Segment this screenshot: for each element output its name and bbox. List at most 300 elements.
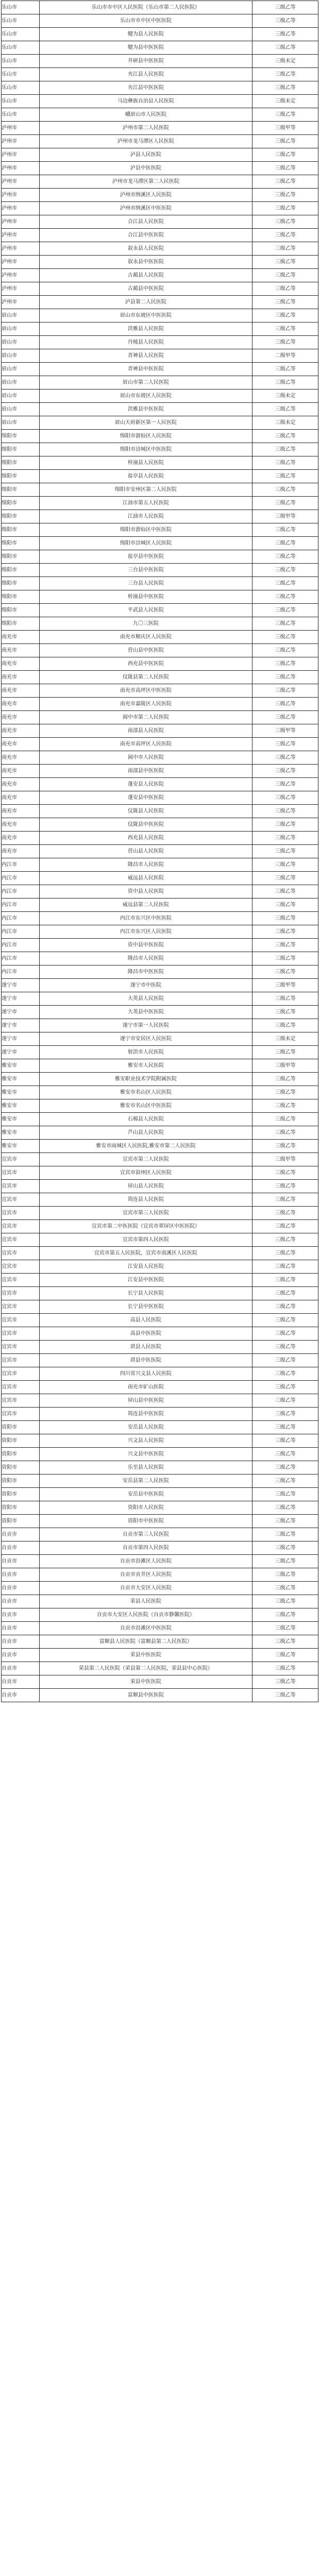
city-cell: 宜宾市	[2, 1367, 40, 1381]
city-cell: 南充市	[2, 751, 40, 765]
city-cell: 绵阳市	[2, 590, 40, 604]
level-cell: 三级乙等	[252, 617, 318, 631]
city-cell: 内江市	[2, 965, 40, 979]
hospital-name-cell: 兴文县中医医院	[39, 1448, 252, 1461]
level-cell: 三级乙等	[252, 443, 318, 456]
city-cell: 内江市	[2, 925, 40, 939]
hospital-name-cell: 安岳县第二人民医院	[39, 1475, 252, 1488]
city-cell: 南充市	[2, 791, 40, 805]
table-row	[2, 470, 318, 483]
hospital-name-cell: 九〇三医院	[39, 617, 252, 631]
table-row	[2, 523, 318, 537]
table-row	[2, 564, 318, 577]
city-cell: 内江市	[2, 885, 40, 899]
table-row	[2, 14, 318, 28]
city-cell: 泸州市	[2, 122, 40, 135]
level-cell: 三级乙等	[252, 256, 318, 269]
level-cell: 三级乙等	[252, 939, 318, 952]
city-cell: 遂宁市	[2, 1019, 40, 1032]
hospital-name-cell: 泸州市龙马潭区第二人民医院	[39, 175, 252, 189]
city-cell: 南充市	[2, 698, 40, 711]
city-cell: 资阳市	[2, 1501, 40, 1515]
level-cell: 三级乙等	[252, 1582, 318, 1595]
hospital-name-cell: 营山县中医医院	[39, 644, 252, 657]
city-cell: 宜宾市	[2, 1381, 40, 1394]
table-row	[2, 858, 318, 872]
table-row	[2, 1408, 318, 1421]
city-cell: 南充市	[2, 832, 40, 845]
level-cell: 三级乙等	[252, 631, 318, 644]
level-cell: 三级乙等	[252, 1528, 318, 1541]
table-row	[2, 805, 318, 818]
city-cell: 宜宾市	[2, 1220, 40, 1233]
hospital-name-cell: 自贡市大安区人民医院	[39, 1582, 252, 1595]
city-cell: 资阳市	[2, 1421, 40, 1434]
city-cell: 遂宁市	[2, 1046, 40, 1059]
city-cell: 绵阳市	[2, 456, 40, 470]
level-cell: 三级乙等	[252, 644, 318, 657]
table-row	[2, 1475, 318, 1488]
city-cell: 宜宾市	[2, 1233, 40, 1247]
level-cell: 三级乙等	[252, 992, 318, 1006]
table-row	[2, 41, 318, 55]
city-cell: 雅安市	[2, 1099, 40, 1113]
city-cell: 泸州市	[2, 269, 40, 282]
city-cell: 宜宾市	[2, 1193, 40, 1207]
hospital-name-cell: 古蔺县中医医院	[39, 282, 252, 296]
hospital-name-cell: 洪雅县中医医院	[39, 403, 252, 416]
hospital-name-cell: 马边彝族自治县人民医院	[39, 95, 252, 108]
table-row	[2, 1180, 318, 1193]
level-cell: 三级乙等	[252, 1595, 318, 1608]
level-cell: 二级甲等	[252, 349, 318, 363]
hospital-name-cell: 绵阳市涪城区中医医院	[39, 443, 252, 456]
hospital-name-cell: 筠连县人民医院	[39, 1193, 252, 1207]
level-cell: 三级乙等	[252, 1394, 318, 1408]
city-cell: 自贡市	[2, 1595, 40, 1608]
table-row	[2, 791, 318, 805]
level-cell: 三级乙等	[252, 818, 318, 832]
city-cell: 资阳市	[2, 1488, 40, 1501]
hospital-name-cell: 安岳县人民医院	[39, 1421, 252, 1434]
city-cell: 资阳市	[2, 1434, 40, 1448]
city-cell: 眉山市	[2, 416, 40, 430]
city-cell: 眉山市	[2, 363, 40, 376]
city-cell: 宜宾市	[2, 1207, 40, 1220]
hospital-name-cell: 洪雅县人民医院	[39, 323, 252, 336]
hospital-name-cell: 芦山县人民医院	[39, 1126, 252, 1140]
hospital-name-cell: 荣县人民医院	[39, 1595, 252, 1608]
level-cell: 三级乙等	[252, 1180, 318, 1193]
hospital-name-cell: 自贡市贡井区人民医院	[39, 1568, 252, 1582]
hospital-name-cell: 蓬安县中医医院	[39, 791, 252, 805]
city-cell: 乐山市	[2, 81, 40, 95]
hospital-name-cell: 夹江县人民医院	[39, 68, 252, 81]
level-cell: 三级乙等	[252, 323, 318, 336]
city-cell: 雅安市	[2, 1073, 40, 1086]
table-row	[2, 1006, 318, 1019]
hospital-name-cell: 营山县人民医院	[39, 845, 252, 858]
city-cell: 资阳市	[2, 1448, 40, 1461]
city-cell: 乐山市	[2, 55, 40, 68]
hospital-name-cell: 遂宁市安居区人民医院	[39, 1032, 252, 1046]
level-cell: 三级乙等	[252, 604, 318, 617]
level-cell: 三级甲等	[252, 1059, 318, 1073]
table-row	[2, 1233, 318, 1247]
city-cell: 资阳市	[2, 1461, 40, 1475]
hospital-name-cell: 眉山市东坡区中医医院	[39, 309, 252, 323]
city-cell: 眉山市	[2, 309, 40, 323]
level-cell: 三级乙等	[252, 1, 318, 14]
hospital-name-cell: 长宁县中医医院	[39, 1300, 252, 1314]
hospital-name-cell: 梓潼县中医医院	[39, 590, 252, 604]
table-row	[2, 952, 318, 965]
table-row	[2, 1059, 318, 1073]
city-cell: 绵阳市	[2, 443, 40, 456]
table-row	[2, 135, 318, 148]
level-cell: 三级乙等	[252, 1515, 318, 1528]
hospital-name-cell: 盐亭县人民医院	[39, 470, 252, 483]
level-cell: 三级乙等	[252, 657, 318, 671]
level-cell: 三级乙等	[252, 215, 318, 229]
city-cell: 眉山市	[2, 389, 40, 403]
hospital-name-cell: 雅安市人民医院	[39, 1059, 252, 1073]
table-row	[2, 229, 318, 242]
hospital-name-cell: 江油市人民医院	[39, 510, 252, 523]
city-cell: 泸州市	[2, 229, 40, 242]
level-cell: 三级乙等	[252, 363, 318, 376]
city-cell: 内江市	[2, 858, 40, 872]
hospital-name-cell: 井研县中医医院	[39, 55, 252, 68]
level-cell: 三级乙等	[252, 1274, 318, 1287]
city-cell: 自贡市	[2, 1608, 40, 1622]
level-cell: 三级乙等	[252, 1662, 318, 1675]
level-cell: 三级乙等	[252, 175, 318, 189]
table-row	[2, 590, 318, 604]
level-cell: 三级乙等	[252, 550, 318, 564]
city-cell: 内江市	[2, 872, 40, 885]
hospital-name-cell: 资阳市中医医院	[39, 1515, 252, 1528]
table-row	[2, 81, 318, 95]
table-row	[2, 604, 318, 617]
city-cell: 资阳市	[2, 1475, 40, 1488]
hospital-name-cell: 威远县第二人民医院	[39, 899, 252, 912]
level-cell: 三级乙等	[252, 1073, 318, 1086]
table-row	[2, 778, 318, 791]
table-row	[2, 1595, 318, 1608]
hospital-name-cell: 资中县人民医院	[39, 885, 252, 899]
city-cell: 乐山市	[2, 28, 40, 41]
city-cell: 绵阳市	[2, 617, 40, 631]
hospital-name-cell: 江安县中医医院	[39, 1274, 252, 1287]
level-cell: 三级乙等	[252, 1367, 318, 1381]
city-cell: 泸州市	[2, 202, 40, 215]
city-cell: 泸州市	[2, 162, 40, 175]
city-cell: 宜宾市	[2, 1274, 40, 1287]
level-cell: 三级乙等	[252, 162, 318, 175]
hospital-name-cell: 盐亭县中医医院	[39, 550, 252, 564]
hospital-name-cell: 眉山市第二人民医院	[39, 376, 252, 389]
table-row	[2, 751, 318, 765]
hospital-name-cell: 荣县中医医院	[39, 1649, 252, 1662]
city-cell: 眉山市	[2, 403, 40, 416]
hospital-name-cell: 自贡市沿滩区人民医院	[39, 1555, 252, 1568]
level-cell: 三级乙等	[252, 1019, 318, 1032]
table-row	[2, 1488, 318, 1501]
level-cell: 三级乙等	[252, 1501, 318, 1515]
table-row	[2, 1126, 318, 1140]
level-cell: 三级乙等	[252, 765, 318, 778]
table-row	[2, 510, 318, 523]
hospital-name-cell: 合江县中医医院	[39, 229, 252, 242]
city-cell: 自贡市	[2, 1635, 40, 1649]
city-cell: 南充市	[2, 738, 40, 751]
hospital-name-cell: 高县人民医院	[39, 1314, 252, 1327]
hospital-name-cell: 富顺县中医医院	[39, 1689, 252, 1702]
table-row	[2, 1394, 318, 1408]
city-cell: 南充市	[2, 778, 40, 791]
city-cell: 乐山市	[2, 108, 40, 122]
level-cell: 三级乙等	[252, 1675, 318, 1689]
hospital-name-cell: 泸州市第二人民医院	[39, 122, 252, 135]
level-cell: 三级乙等	[252, 1140, 318, 1153]
table-row	[2, 1046, 318, 1059]
level-cell: 三级未定	[252, 416, 318, 430]
hospital-name-cell: 绵阳市游仙区中医医院	[39, 523, 252, 537]
hospital-name-cell: 泸州市龙马潭区人民医院	[39, 135, 252, 148]
city-cell: 内江市	[2, 952, 40, 965]
table-row	[2, 309, 318, 323]
level-cell: 三级乙等	[252, 1113, 318, 1126]
table-row	[2, 1675, 318, 1689]
table-row	[2, 644, 318, 657]
level-cell: 三级乙等	[252, 1193, 318, 1207]
table-row	[2, 885, 318, 899]
hospital-name-cell: 绵阳市安州区第二人民医院	[39, 483, 252, 497]
table-row	[2, 1193, 318, 1207]
hospital-name-cell: 宜宾市第四人民医院	[39, 1233, 252, 1247]
city-cell: 绵阳市	[2, 510, 40, 523]
table-row	[2, 979, 318, 992]
hospital-name-cell: 峨眉山市人民医院	[39, 108, 252, 122]
city-cell: 绵阳市	[2, 523, 40, 537]
level-cell: 三级乙等	[252, 684, 318, 698]
city-cell: 乐山市	[2, 95, 40, 108]
table-row	[2, 497, 318, 510]
table-row	[2, 456, 318, 470]
level-cell: 三级乙等	[252, 470, 318, 483]
level-cell: 三级乙等	[252, 698, 318, 711]
table-row	[2, 403, 318, 416]
hospital-name-cell: 隆昌市人民医院	[39, 858, 252, 872]
table-row	[2, 256, 318, 269]
level-cell: 三级乙等	[252, 671, 318, 684]
hospital-name-cell: 丹棱县人民医院	[39, 336, 252, 349]
table-row	[2, 1582, 318, 1595]
hospital-name-cell: 南部县人民医院	[39, 724, 252, 738]
table-row	[2, 189, 318, 202]
hospital-name-cell: 资阳市人民医院	[39, 1501, 252, 1515]
level-cell: 三级乙等	[252, 1568, 318, 1582]
hospital-name-cell: 梓潼县人民医院	[39, 456, 252, 470]
table-row	[2, 95, 318, 108]
hospital-name-cell: 宜宾市第三人民医院	[39, 1207, 252, 1220]
table-row	[2, 1448, 318, 1461]
level-cell: 三级乙等	[252, 832, 318, 845]
city-cell: 遂宁市	[2, 992, 40, 1006]
city-cell: 自贡市	[2, 1541, 40, 1555]
hospital-name-cell: 叙永县中医医院	[39, 256, 252, 269]
hospital-name-cell: 雅安职业技术学院附属医院	[39, 1073, 252, 1086]
hospital-name-cell: 泸县第二人民医院	[39, 296, 252, 309]
level-cell: 三级乙等	[252, 1341, 318, 1354]
level-cell: 三级乙等	[252, 41, 318, 55]
city-cell: 内江市	[2, 939, 40, 952]
table-row	[2, 1, 318, 14]
table-row	[2, 818, 318, 832]
table-row	[2, 724, 318, 738]
city-cell: 雅安市	[2, 1059, 40, 1073]
city-cell: 绵阳市	[2, 470, 40, 483]
city-cell: 宜宾市	[2, 1166, 40, 1180]
hospital-name-cell: 古蔺县人民医院	[39, 269, 252, 282]
level-cell: 三级乙等	[252, 135, 318, 148]
city-cell: 宜宾市	[2, 1300, 40, 1314]
level-cell: 三级乙等	[252, 497, 318, 510]
table-row	[2, 1341, 318, 1354]
level-cell: 三级未定	[252, 1032, 318, 1046]
level-cell: 三级甲等	[252, 510, 318, 523]
table-row	[2, 925, 318, 939]
city-cell: 泸州市	[2, 189, 40, 202]
level-cell: 三级乙等	[252, 1233, 318, 1247]
city-cell: 绵阳市	[2, 577, 40, 590]
table-row	[2, 269, 318, 282]
table-row	[2, 1140, 318, 1153]
table-body	[2, 1, 318, 1702]
table-row	[2, 1541, 318, 1555]
table-row	[2, 215, 318, 229]
hospital-name-cell: 阆中市人民医院	[39, 751, 252, 765]
hospital-name-cell: 屏山县中医医院	[39, 1394, 252, 1408]
hospital-name-cell: 南部县中医医院	[39, 765, 252, 778]
level-cell: 三级未定	[252, 389, 318, 403]
table-row	[2, 992, 318, 1006]
hospital-name-cell: 筠连县中医医院	[39, 1408, 252, 1421]
city-cell: 南充市	[2, 711, 40, 724]
hospital-name-cell: 南充市顺庆区人民医院	[39, 631, 252, 644]
city-cell: 绵阳市	[2, 430, 40, 443]
city-cell: 自贡市	[2, 1555, 40, 1568]
table-row	[2, 363, 318, 376]
hospital-name-cell: 遂宁市中医院	[39, 979, 252, 992]
table-row	[2, 537, 318, 550]
level-cell: 三级乙等	[252, 925, 318, 939]
level-cell: 三级乙等	[252, 1247, 318, 1260]
table-row	[2, 68, 318, 81]
hospital-name-cell: 犍为县中医医院	[39, 41, 252, 55]
level-cell: 三级乙等	[252, 590, 318, 604]
hospital-name-cell: 宜宾市第二人民医院	[39, 1153, 252, 1166]
city-cell: 绵阳市	[2, 483, 40, 497]
city-cell: 泸州市	[2, 175, 40, 189]
hospital-name-cell: 南充市嘉陵区人民医院	[39, 698, 252, 711]
table-row	[2, 483, 318, 497]
level-cell: 三级乙等	[252, 738, 318, 751]
hospital-table	[1, 1, 318, 1702]
city-cell: 宜宾市	[2, 1408, 40, 1421]
city-cell: 雅安市	[2, 1086, 40, 1099]
city-cell: 自贡市	[2, 1649, 40, 1662]
table-row	[2, 336, 318, 349]
hospital-name-cell: 西充县人民医院	[39, 832, 252, 845]
city-cell: 自贡市	[2, 1622, 40, 1635]
level-cell: 三级乙等	[252, 1086, 318, 1099]
city-cell: 自贡市	[2, 1689, 40, 1702]
city-cell: 南充市	[2, 644, 40, 657]
level-cell: 三级乙等	[252, 483, 318, 497]
city-cell: 南充市	[2, 684, 40, 698]
city-cell: 宜宾市	[2, 1247, 40, 1260]
city-cell: 自贡市	[2, 1528, 40, 1541]
hospital-name-cell: 雅安市名山区中医医院	[39, 1099, 252, 1113]
city-cell: 乐山市	[2, 68, 40, 81]
table-row	[2, 1327, 318, 1341]
city-cell: 泸州市	[2, 256, 40, 269]
level-cell: 三级甲等	[252, 724, 318, 738]
hospital-name-cell: 隆昌市人民医院	[39, 952, 252, 965]
table-row	[2, 28, 318, 41]
city-cell: 乐山市	[2, 14, 40, 28]
table-row	[2, 242, 318, 256]
table-row	[2, 550, 318, 564]
hospital-name-cell: 眉山市东坡区人民医院	[39, 389, 252, 403]
level-cell: 三级乙等	[252, 1649, 318, 1662]
city-cell: 遂宁市	[2, 1006, 40, 1019]
city-cell: 宜宾市	[2, 1327, 40, 1341]
level-cell: 三级乙等	[252, 564, 318, 577]
level-cell: 三级乙等	[252, 1689, 318, 1702]
level-cell: 三级乙等	[252, 403, 318, 416]
level-cell: 三级乙等	[252, 885, 318, 899]
level-cell: 三级乙等	[252, 1434, 318, 1448]
city-cell: 自贡市	[2, 1662, 40, 1675]
hospital-name-cell: 南充市高坪区中医医院	[39, 684, 252, 698]
city-cell: 眉山市	[2, 323, 40, 336]
table-row	[2, 1434, 318, 1448]
hospital-name-cell: 宜宾市第二中医医院（宜宾市翠屏区中医医院）	[39, 1220, 252, 1233]
table-row	[2, 416, 318, 430]
table-row	[2, 1032, 318, 1046]
table-row	[2, 202, 318, 215]
table-row	[2, 899, 318, 912]
table-row	[2, 296, 318, 309]
level-cell: 三级未定	[252, 95, 318, 108]
city-cell: 泸州市	[2, 242, 40, 256]
table-row	[2, 1113, 318, 1126]
hospital-name-cell: 乐山市市中区人民医院（乐山市第二人民医院）	[39, 1, 252, 14]
table-row	[2, 1287, 318, 1300]
city-cell: 雅安市	[2, 1140, 40, 1153]
city-cell: 雅安市	[2, 1126, 40, 1140]
table-row	[2, 1153, 318, 1166]
table-row	[2, 1314, 318, 1327]
hospital-name-cell: 青神县中医医院	[39, 363, 252, 376]
table-row	[2, 965, 318, 979]
table-row	[2, 175, 318, 189]
level-cell: 三级乙等	[252, 456, 318, 470]
level-cell: 三级乙等	[252, 229, 318, 242]
